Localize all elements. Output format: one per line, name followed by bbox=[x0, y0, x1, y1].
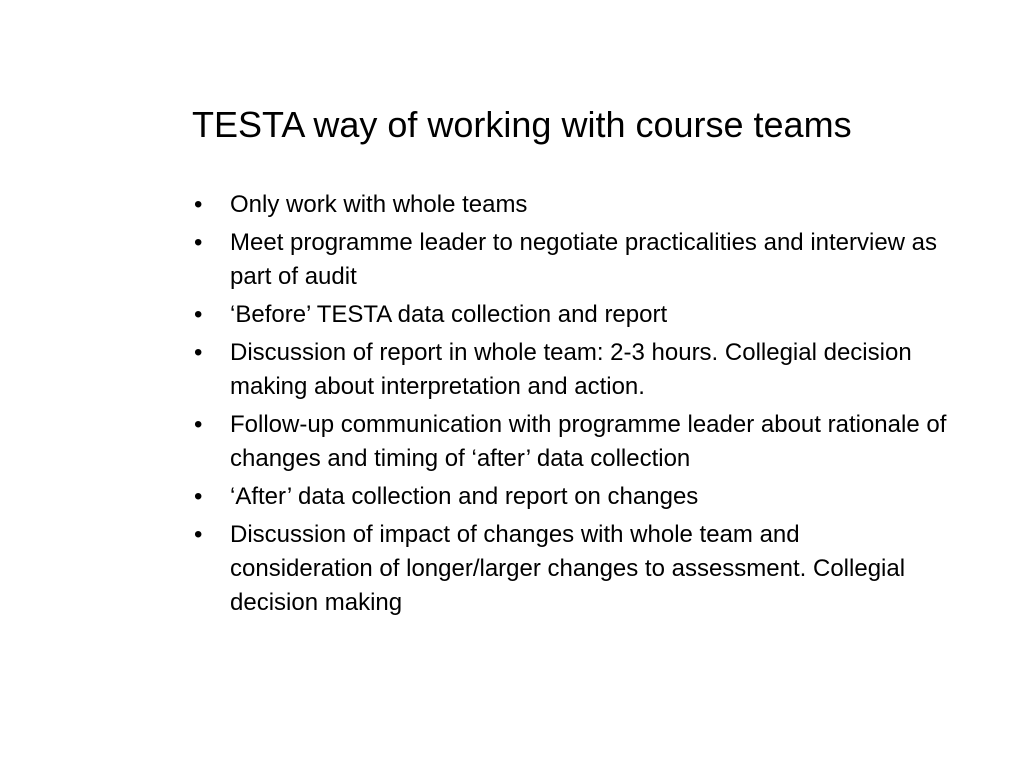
bullet-item bbox=[188, 298, 948, 332]
bullet-icon: • bbox=[194, 483, 203, 510]
bullet-icon: • bbox=[194, 229, 203, 256]
bullet-text: Meet programme leader to negotiate practicalities and interview as part of audit bbox=[230, 229, 938, 290]
bullet-text: Only work with whole teams bbox=[230, 191, 528, 218]
bullet-text: Discussion of report in whole team: 2-3 hours. Collegial decision making about interpretation and action. bbox=[230, 339, 912, 400]
bullet-text: Follow-up communication with programme leader about rationale of changes and timing of ‘after’ data collection bbox=[230, 411, 947, 472]
bullet-icon: • bbox=[194, 521, 203, 548]
bullet-item bbox=[188, 336, 948, 404]
bullet-item bbox=[188, 480, 948, 514]
bullet-text: ‘After’ data collection and report on changes bbox=[230, 483, 699, 510]
bullet-item bbox=[188, 188, 948, 222]
bullet-icon: • bbox=[194, 411, 203, 438]
bullet-item bbox=[188, 408, 948, 476]
bullet-list bbox=[188, 188, 948, 624]
bullet-icon: • bbox=[194, 191, 203, 218]
bullet-item bbox=[188, 518, 948, 620]
slide-title: TESTA way of working with course teams bbox=[192, 104, 852, 145]
bullet-icon: • bbox=[194, 339, 203, 366]
bullet-item bbox=[188, 226, 948, 294]
bullet-text: Discussion of impact of changes with whole team and consideration of longer/larger changes to assessment. Collegial decision making bbox=[230, 521, 906, 616]
bullet-text: ‘Before’ TESTA data collection and report bbox=[230, 301, 668, 328]
bullet-icon: • bbox=[194, 301, 203, 328]
